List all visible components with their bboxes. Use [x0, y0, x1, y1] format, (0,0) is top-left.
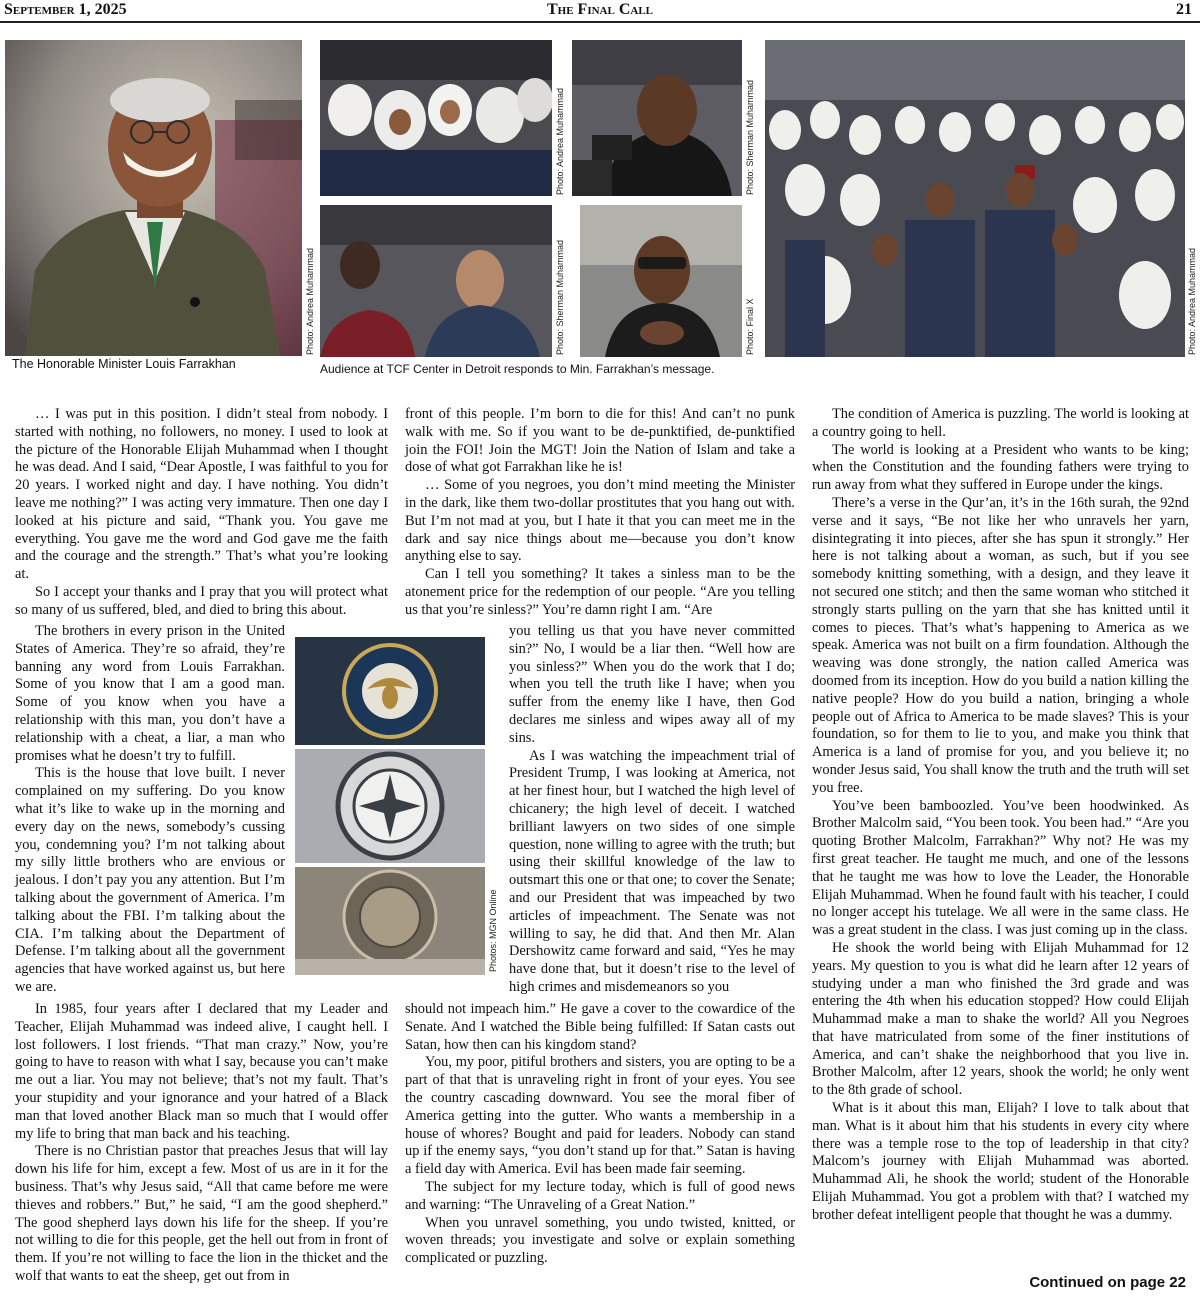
audience-image-5 [765, 40, 1185, 357]
dod-seal-icon [295, 637, 485, 745]
paragraph: There’s a verse in the Qur’an, it’s in the 16th surah, the 92nd verse and it says, “Be not like her who unravels her yarn, disintegrating it into pieces, after she has spun it strongly.” Her here is not talking about a woman, as such, but if you see somebody knitting something, with a design, and they leave it not secured one stitch; and then the same woman who stitched it strongly starts pulling on the yarn that she has knitted until it comes to pieces. That’s what’s happening to America as we speak. America was not built on a firm foundation. Although the weaving was done strongly, the nation called America was doomed from its inception. How do you build a nation killing the native people? How do you build a nation, bringing a whole people out of Africa to America to be made slaves? This is your foundation, so for them to lie to you, and make you think that America is a land of promise for you, and you believe it; no wonder Jesus said, You shall know the truth and the truth will set you free. [812, 494, 1189, 796]
page-number: 21 [1176, 1, 1192, 18]
audience-caption: Audience at TCF Center in Detroit responds to Min. Farrakhan’s message. [320, 362, 715, 376]
seals-credit: Photos: MGN Online [488, 889, 498, 972]
audience-photo-2 [572, 40, 742, 196]
page-header [0, 0, 1200, 22]
audience-image-1 [320, 40, 552, 196]
fbi-seal-panel [295, 867, 485, 975]
continued-notice: Continued on page 22 [1029, 1274, 1186, 1291]
audience-credit-4: Photo: Final X [745, 298, 755, 355]
article-column-2-top [405, 406, 795, 620]
article-column-1-top [15, 406, 388, 620]
audience-image-4 [580, 205, 742, 357]
article-column-2-bottom [405, 1001, 795, 1268]
audience-photo-4 [580, 205, 742, 357]
paragraph: This is the house that love built. I never complained on my suffering. Do you know what it’s like to wake up in the morning and every day on the news, somebody’s cussing you, condemning you? I’m not talking about my silly little brothers who are envious or jealous. I don’t pay you any attention. But I’m talking about the government of America. I’m talking about the FBI. I’m talking about the CIA. I’m talking about the Department of Defense. I’m talking about all the government agencies that have worked against us, but here we are. [15, 765, 285, 995]
audience-photo-3 [320, 205, 552, 357]
paragraph: As I was watching the impeachment trial of President Trump, I was looking at America, not at her finest hour, but I watched the high level of chicanery; the high level of deceit. I watched brilliant lawyers on two sides of one simple question, none willing to agree with the truth; but using their skillful knowledge of the law to outsmart this one or that one; to cover the Senate; and our President that was impeached by two articles of impeachment. The Senate was not willing to say, he did that. And then Mr. Alan Dershowitz came forward and said, “Yes he may have done that, but it doesn’t rise to the level of high crimes and misdemeanors so you [509, 747, 795, 995]
article-column-1-middle [15, 623, 285, 997]
issue-date: September 1, 2025 [4, 1, 127, 18]
cia-seal-panel [295, 749, 485, 863]
paragraph: … I was put in this position. I didn’t steal from nobody. I started with nothing, no followers, no money. I used to look at the picture of the Honorable Elijah Muhammad when I thought he was dead. And I said, “Dear Apostle, I was faithful to you for 20 years. I worked night and day. I have nothing. You didn’t leave me nothing?” I was acting very immature. Then one day I looked at his picture and said, “Thank you. You gave me everything. You gave me the word and God gave me the faith and the courage and the strength.” That’s what you’re looking at. [15, 406, 388, 583]
article-column-1-bottom [15, 1001, 388, 1286]
audience-photo-1 [320, 40, 552, 196]
paragraph: There is no Christian pastor that preaches Jesus that will lay down his life for him, except a few. Most of us are in it for the business. That’s why Jesus said, “All that came before me were thieves and robbers.” But,” he said, “I am the good shepherd.” The good shepherd lays down his life for the sheep. If you’re not willing to die for this people, get the hell out from in front of them. If you’re not willing to face the lion in the thicket and the wolf that wants to eat the sheep, get out from in [15, 1143, 388, 1284]
agency-seals-photo [295, 637, 485, 975]
paragraph: You, my poor, pitiful brothers and sisters, you are opting to be a part of that that is unraveling right in front of your eyes. You see the country cascading downward. You see the moral fiber of America getting into the gutter. Who wants a membership in a house of whores? Bought and paid for leaders. Nobody can stand up if the enemy says, “you don’t stand up for that.” Satan is having a field day with America. Evil has been made fair seeming. [405, 1054, 795, 1178]
audience-credit-5: Photo: Andrea Muhammad [1187, 247, 1197, 355]
paragraph: … Some of you negroes, you don’t mind meeting the Minister in the dark, like them two-dollar prostitutes that you hang out with. But I’m not mad at you, but I hate it that you can meet me in the dark and say nice things about me—because you don’t know anything else to say. [405, 477, 795, 565]
header-rule [0, 21, 1200, 23]
audience-image-2 [572, 40, 742, 196]
paragraph: What is it about this man, Elijah? I love to talk about that man. What is it about him that his students in every city where there was a temple rose to the top of leadership in that city? Malcom’s journey with Elijah Muhammad was aborted. Muhammad Ali, he shook the world; student of the Honorable Elijah Muhammad. You got a problem with that? I watched my brother defeat intelligent people that thought he was a dummy. [812, 1100, 1189, 1223]
paragraph: Can I tell you something? It takes a sinless man to be the atonement price for the redemption of our people. “Are you telling us that you’re sinless?” You’re damn right I am. “Are [405, 566, 795, 618]
paragraph: should not impeach him.” He gave a cover to the cowardice of the Senate. And I watched the Bible being fulfilled: If Satan casts out Satan, how then can his kingdom stand? [405, 1001, 795, 1053]
audience-credit-2: Photo: Sherman Muhammad [745, 79, 755, 195]
article-column-3 [812, 406, 1189, 1225]
paragraph: So I accept your thanks and I pray that you will protect what so many of us suffered, bled, and died to bring this about. [15, 583, 388, 618]
audience-credit-1: Photo: Andrea Muhammad [555, 87, 565, 195]
fbi-seal-icon [295, 867, 485, 975]
dod-seal-panel [295, 637, 485, 745]
cia-seal-icon [295, 749, 485, 863]
audience-credit-3: Photo: Sherman Muhammad [555, 239, 565, 355]
article-column-2-middle [509, 623, 795, 997]
paragraph: you telling us that you have never committed sin?” No, I would be a liar then. “Well how are you sinless?” When you do the work that I do; when you tell the truth like I have; when you suffer from the enemy like I have, then God declares me sinless and wipes away all of my sins. [509, 623, 795, 746]
paragraph: When you unravel something, you undo twisted, knitted, or woven threads; you investigate and solve or explain something complicated or puzzling. [405, 1214, 795, 1267]
portrait-credit: Photo: Andrea Muhammad [305, 247, 315, 355]
audience-photo-5 [765, 40, 1185, 357]
audience-image-3 [320, 205, 552, 357]
paragraph: He shook the world being with Elijah Muhammad for 12 years. My question to you is what did he learn after 12 years of studying under a man who finished the 3rd grade and was entering the 4th when his education stopped? How could Elijah Muhammad make a man to shake the world? All you Negroes that have matriculated from some of the finer institutions of America, and can’t shake the neighborhood that you live in. Brother Malcolm, after 12 years, shook the world; he only went to the 8th grade of school. [812, 939, 1189, 1099]
portrait-photo [5, 40, 302, 356]
paragraph: The brothers in every prison in the United States of America. They’re so afraid, they’re banning any word from Louis Farrakhan. Some of you know that I am a good man. Some of you know when you have a relationship with this man, you don’t have a relationship with a cheat, a liar, a man who promises what he doesn’t try to fulfill. [15, 623, 285, 764]
newspaper-name: The Final Call [546, 1, 654, 18]
paragraph: In 1985, four years after I declared that my Leader and Teacher, Elijah Muhammad was indeed alive, I caught hell. I lost followers. I lost friends. “That man crazy.” Now, you’re going to have to reason with what I say, because you can’t make me out a liar. You may not believe; that’s not my fault. That’s your stupidity and your ignorance and your hatred of a Black man that loved another Black man so much that I would offer my life to bring that man back and his teaching. [15, 1001, 388, 1142]
paragraph: The condition of America is puzzling. The world is looking at a country going to hell. [812, 406, 1189, 440]
portrait-image [5, 40, 302, 356]
paragraph: The world is looking at a President who wants to be king; when the Constitution and the founding fathers were trying to run away from what they suffered in Europe under the kings. [812, 441, 1189, 494]
paragraph: front of this people. I’m born to die for this! And can’t no punk walk with me. So if you want to be de-punktified, de-punktified join the FOI! Join the MGT! Join the Nation of Islam and take a dose of what got Farrakhan like he is! [405, 406, 795, 476]
paragraph: The subject for my lecture today, which is full of good news and warning: “The Unraveling of a Great Nation.” [405, 1178, 795, 1213]
portrait-caption: The Honorable Minister Louis Farrakhan [12, 357, 236, 371]
paragraph: You’ve been bamboozled. You’ve been hoodwinked. As Brother Malcolm said, “You been took. You been had.” “Are you quoting Brother Malcolm, Farrakhan?” Why not? He was my first great teacher. He taught me much, and one of the lessons that he taught me was how to love the Leader, the Honorable Elijah Muhammad. When he found fault with his teacher, I could no longer accept his tutelage. We all were in the same class. He was a great student in the class. I was just coming up in the class. [812, 797, 1189, 939]
